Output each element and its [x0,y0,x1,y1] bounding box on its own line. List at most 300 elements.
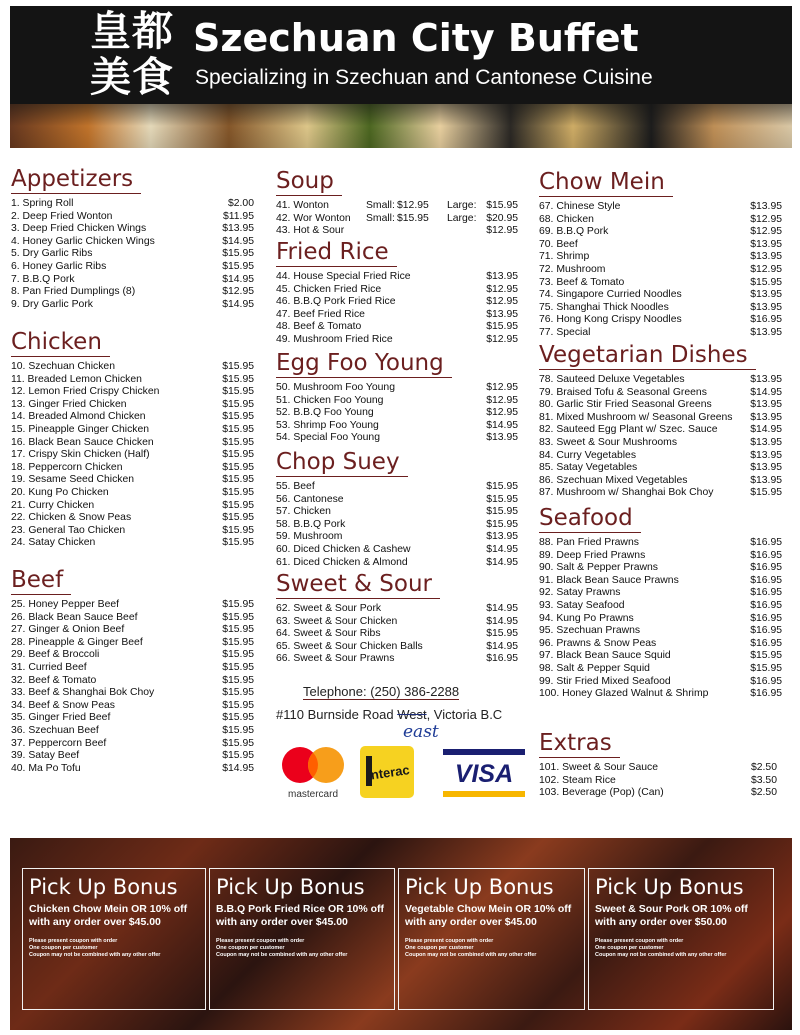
menu-item [276,271,518,284]
item-price: $16.95 [750,675,782,687]
item-name: 96. Prawns & Snow Peas [539,637,657,649]
item-name: 36. Szechuan Beef [11,724,99,736]
item-price: $14.95 [486,615,518,627]
menu-item [11,261,254,274]
item-name: 101. Sweet & Sour Sauce [539,762,658,773]
menu-item [276,213,518,226]
menu-item [11,512,254,525]
food-photo-strip [10,104,792,148]
chinese-logo-line-1: 皇都 [90,7,174,55]
item-price: $13.95 [750,474,782,486]
section-chicken [11,328,254,550]
menu-item [539,537,782,550]
item-name: 85. Satay Vegetables [539,462,638,474]
item-name: 17. Crispy Skin Chicken (Half) [11,449,150,461]
item-price: $16.95 [750,587,782,599]
item-price: $15.95 [222,599,254,610]
item-price: $15.95 [486,481,518,492]
section-extras [539,729,777,800]
menu-item [11,649,254,662]
item-name: 19. Sesame Seed Chicken [11,474,135,486]
section-title: Soup [276,167,342,196]
item-price: $16.95 [750,549,782,561]
menu-item [276,544,518,557]
menu-item-list [11,599,254,775]
item-price: $13.95 [486,271,518,282]
menu-item-list [276,200,518,238]
address-prefix: #110 Burnside Road [276,707,398,722]
header-banner [10,6,792,148]
address-suffix: , Victoria B.C [426,707,503,722]
item-name: 90. Salt & Pepper Prawns [539,562,658,574]
small-price: $15.95 [397,212,429,224]
menu-item [539,424,782,437]
section-soup [276,167,518,238]
menu-item [11,361,254,374]
menu-item [539,214,782,227]
item-name: 86. Szechuan Mixed Vegetables [539,474,688,486]
coupon-note-line: Please present coupon with order [216,938,305,944]
menu-item [11,487,254,500]
menu-item [276,395,518,408]
item-price: $13.95 [750,411,782,423]
item-name: 12. Lemon Fried Crispy Chicken [11,386,160,398]
menu-item-list [539,201,782,340]
menu-item [11,687,254,700]
section-title: Chop Suey [276,448,408,477]
item-name: 92. Satay Prawns [539,587,621,599]
item-price: $14.95 [222,762,254,774]
item-price: $15.95 [222,512,254,524]
item-price: $15.95 [222,499,254,511]
item-name: 88. Pan Fried Prawns [539,537,639,548]
item-price: $13.95 [750,462,782,474]
item-name: 29. Beef & Broccoli [11,649,100,661]
item-name: 98. Salt & Pepper Squid [539,662,650,674]
menu-item [539,613,782,626]
item-name: 63. Sweet & Sour Chicken [276,615,398,627]
menu-item [11,624,254,637]
item-price: $3.50 [750,774,777,786]
menu-item [276,531,518,544]
menu-item [539,412,782,425]
item-name: 47. Beef Fried Rice [276,308,365,320]
large-price: $20.95 [486,212,518,224]
coupon-fine-print [595,938,767,959]
section-egg-foo-young [276,349,518,445]
item-price: $15.95 [222,737,254,749]
coupon-offer: Chicken Chow Mein OR 10% off with any order over $45.00 [29,903,188,928]
item-price: $15.95 [222,386,254,398]
item-name: 102. Steam Rice [539,774,616,786]
item-name: 58. B.B.Q Pork [276,518,346,530]
item-price: $16.95 [750,612,782,624]
item-name: 67. Chinese Style [539,201,621,212]
item-price: $12.95 [750,263,782,275]
item-name: 6. Honey Garlic Ribs [11,260,107,272]
item-name: 49. Mushroom Fried Rice [276,333,393,345]
menu-item [539,462,782,475]
item-price: $15.95 [222,398,254,410]
menu-item [539,450,782,463]
item-name: 64. Sweet & Sour Ribs [276,628,381,640]
item-price: $15.95 [222,661,254,673]
item-price: $13.95 [486,432,518,444]
restaurant-title: Szechuan City Buffet [193,16,639,60]
item-name: 31. Curried Beef [11,661,87,673]
coupon-note-line: One coupon per customer [29,945,98,951]
item-name: 62. Sweet & Sour Pork [276,603,382,614]
menu-item [539,562,782,575]
item-price: $15.95 [750,487,782,499]
menu-item [276,200,518,213]
item-price: $15.95 [222,624,254,636]
item-price: $15.95 [222,361,254,372]
item-name: 60. Diced Chicken & Cashew [276,543,411,555]
item-name: 77. Special [539,326,591,338]
item-name: 42. Wor Wonton [276,212,351,224]
menu-item [11,599,254,612]
menu-item [276,284,518,297]
item-name: 59. Mushroom [276,531,343,543]
item-price: $13.95 [750,449,782,461]
item-price: $11.95 [222,210,254,222]
item-price: $15.95 [750,650,782,662]
menu-item [11,449,254,462]
item-name: 91. Black Bean Sauce Prawns [539,574,679,586]
item-price: $16.95 [750,537,782,548]
menu-item [11,399,254,412]
item-name: 20. Kung Po Chicken [11,486,109,498]
item-price: $12.95 [486,333,518,345]
item-name: 33. Beef & Shanghai Bok Choy [11,687,155,699]
item-name: 66. Sweet & Sour Prawns [276,653,395,665]
menu-item [276,334,518,347]
item-name: 22. Chicken & Snow Peas [11,512,132,524]
item-name: 69. B.B.Q Pork [539,226,609,238]
menu-item [11,386,254,399]
item-price: $14.95 [486,419,518,431]
item-name: 83. Sweet & Sour Mushrooms [539,436,678,448]
interac-label: Interac [366,762,411,783]
menu-item-list [11,198,254,311]
menu-item [539,302,782,315]
menu-item [539,487,782,500]
item-price: $15.95 [486,518,518,530]
menu-item [11,738,254,751]
item-name: 34. Beef & Snow Peas [11,699,115,711]
item-price: $12.95 [486,407,518,419]
item-price: $15.95 [222,537,254,549]
item-name: 79. Braised Tofu & Seasonal Greens [539,386,707,398]
item-name: 5. Dry Garlic Ribs [11,248,93,260]
item-price: $14.95 [486,543,518,555]
menu-item [11,525,254,538]
chinese-logo [90,8,190,100]
section-seafood [539,504,782,701]
menu-item [539,251,782,264]
item-price: $14.95 [486,640,518,652]
menu-item [11,637,254,650]
item-name: 27. Ginger & Onion Beef [11,624,125,636]
menu-item [539,688,782,701]
menu-item [276,616,518,629]
coupon-offer: Vegetable Chow Mein OR 10% off with any order over $45.00 [405,903,572,928]
item-name: 24. Satay Chicken [11,537,96,549]
item-price: $14.95 [750,424,782,436]
item-price: $16.95 [750,625,782,637]
menu-item [11,763,254,776]
restaurant-subtitle: Specializing in Szechuan and Cantonese Cuisine [195,66,653,89]
menu-item [539,600,782,613]
menu-item [276,420,518,433]
pick-up-bonus-coupon[interactable] [588,868,774,1010]
menu-item [539,625,782,638]
item-name: 13. Ginger Fried Chicken [11,398,127,410]
item-name: 81. Mixed Mushroom w/ Seasonal Greens [539,411,733,423]
visa-logo [443,749,525,797]
menu-item [539,575,782,588]
menu-item-list [539,762,777,800]
menu-item [11,286,254,299]
item-price: $13.95 [750,238,782,250]
coupon-fine-print [405,938,578,959]
menu-item [11,675,254,688]
item-name: 21. Curry Chicken [11,499,95,511]
coupon-fine-print [216,938,388,959]
item-price: $13.95 [750,374,782,385]
item-price: $13.95 [750,399,782,411]
item-price: $15.95 [222,611,254,623]
address-struck-word: West [397,707,427,722]
item-name: 4. Honey Garlic Chicken Wings [11,235,155,247]
menu-item [539,663,782,676]
menu-item [11,662,254,675]
menu-item [11,411,254,424]
item-price: $15.95 [222,524,254,536]
item-name: 16. Black Bean Sauce Chicken [11,436,154,448]
item-price: $13.95 [750,326,782,338]
small-label: Small: [366,212,395,224]
menu-item [276,432,518,445]
item-name: 71. Shrimp [539,251,590,263]
section-title: Chicken [11,328,110,357]
item-price: $15.95 [486,628,518,640]
item-price: $14.95 [222,298,254,310]
item-price: $12.95 [222,286,254,298]
section-title: Beef [11,566,71,595]
menu-item [11,248,254,261]
section-title: Vegetarian Dishes [539,341,756,370]
item-price: $14.95 [222,273,254,285]
section-title: Seafood [539,504,641,533]
menu-item [539,374,782,387]
menu-item-list [276,271,518,347]
coupon-note-line: Please present coupon with order [29,938,118,944]
item-price: $16.95 [750,574,782,586]
menu-item [11,198,254,211]
item-name: 73. Beef & Tomato [539,276,625,288]
menu-item [11,700,254,713]
pick-up-bonus-coupon[interactable] [209,868,395,1010]
item-name: 14. Breaded Almond Chicken [11,411,146,423]
menu-item-list [276,481,518,569]
item-name: 2. Deep Fried Wonton [11,210,113,222]
coupon-title: Pick Up Bonus [216,875,365,899]
telephone-number[interactable]: Telephone: (250) 386-2288 [303,684,460,699]
large-label: Large: [447,212,477,224]
visa-label: VISA [454,760,514,788]
item-name: 56. Cantonese [276,493,344,505]
item-name: 11. Breaded Lemon Chicken [11,373,142,385]
menu-item-list [276,382,518,445]
menu-item [276,309,518,322]
menu-item [539,587,782,600]
item-name: 18. Peppercorn Chicken [11,461,123,473]
coupon-note-line: One coupon per customer [595,945,664,951]
menu-item [11,474,254,487]
item-price: $15.95 [222,712,254,724]
menu-item [539,226,782,239]
menu-item [276,641,518,654]
menu-item [539,475,782,488]
menu-item [539,277,782,290]
item-price: $16.95 [750,599,782,611]
menu-item [276,321,518,334]
item-name: 32. Beef & Tomato [11,674,97,686]
menu-item [11,211,254,224]
visa-icon [443,749,525,797]
coupon-note-line: Please present coupon with order [595,938,684,944]
item-name: 87. Mushroom w/ Shanghai Bok Choy [539,487,714,499]
item-name: 26. Black Bean Sauce Beef [11,611,138,623]
item-price: $13.95 [486,531,518,543]
menu-item [11,299,254,312]
coupon-note-line: Coupon may not be combined with any other offer [216,952,348,958]
menu-item [276,557,518,570]
item-price: $13.95 [750,436,782,448]
small-label: Small: [366,200,395,211]
item-price: $15.95 [222,248,254,260]
section-beef [11,566,254,775]
item-name: 35. Ginger Fried Beef [11,712,111,724]
item-price: $15.95 [222,750,254,762]
menu-item [11,437,254,450]
item-price: $15.95 [222,436,254,448]
item-name: 28. Pineapple & Ginger Beef [11,636,143,648]
item-name: 46. B.B.Q Pork Fried Rice [276,296,396,308]
menu-item [539,762,777,775]
menu-item [11,725,254,738]
coupon-note-line: One coupon per customer [405,945,474,951]
menu-item [276,225,518,238]
item-price: $15.95 [222,260,254,272]
item-price: $14.95 [486,603,518,614]
item-price: $15.95 [222,449,254,461]
menu-item [276,603,518,616]
menu-item [11,612,254,625]
menu-item [11,537,254,550]
section-title: Chow Mein [539,168,673,197]
menu-item-list [539,537,782,701]
item-price: $15.95 [486,493,518,505]
section-chow-mein [539,168,782,340]
menu-item [11,712,254,725]
menu-item [11,223,254,236]
item-price: $15.95 [222,699,254,711]
menu-item [276,653,518,666]
item-name: 9. Dry Garlic Pork [11,298,93,310]
item-name: 75. Shanghai Thick Noodles [539,301,669,313]
section-sweet-sour [276,570,518,666]
item-name: 78. Sauteed Deluxe Vegetables [539,374,685,385]
item-name: 53. Shrimp Foo Young [276,419,379,431]
coupon-note-line: Coupon may not be combined with any other offer [29,952,161,958]
item-price: $14.95 [222,235,254,247]
item-name: 51. Chicken Foo Young [276,394,384,406]
item-name: 15. Pineapple Ginger Chicken [11,423,150,435]
item-name: 84. Curry Vegetables [539,449,637,461]
item-name: 45. Chicken Fried Rice [276,283,382,295]
menu-item [276,481,518,494]
item-price: $2.50 [750,787,777,799]
item-price: $12.95 [486,296,518,308]
item-name: 48. Beef & Tomato [276,321,362,333]
item-price: $15.95 [222,724,254,736]
coupon-title: Pick Up Bonus [595,875,744,899]
menu-item [539,787,777,800]
item-name: 76. Hong Kong Crispy Noodles [539,314,682,326]
item-name: 72. Mushroom [539,263,606,275]
menu-item [276,506,518,519]
menu-item [11,274,254,287]
menu-item [11,374,254,387]
section-title: Fried Rice [276,238,397,267]
coupon-offer: Sweet & Sour Pork OR 10% off with any order over $50.00 [595,903,748,928]
menu-item [11,236,254,249]
item-name: 80. Garlic Stir Fried Seasonal Greens [539,399,712,411]
item-name: 97. Black Bean Sauce Squid [539,650,671,662]
menu-item [11,500,254,513]
item-name: 100. Honey Glazed Walnut & Shrimp [539,688,709,700]
item-name: 82. Sauteed Egg Plant w/ Szec. Sauce [539,424,718,436]
item-name: 7. B.B.Q Pork [11,273,75,285]
item-price: $12.95 [486,394,518,406]
item-price: $12.95 [486,382,518,393]
item-name: 65. Sweet & Sour Chicken Balls [276,640,423,652]
item-price: $15.95 [222,423,254,435]
pick-up-bonus-coupon[interactable] [398,868,585,1010]
menu-item [276,494,518,507]
item-price: $13.95 [750,201,782,212]
address [276,707,502,722]
menu-item [276,628,518,641]
item-price: $15.95 [222,674,254,686]
pick-up-bonus-coupon[interactable] [22,868,206,1010]
mastercard-label: mastercard [287,789,339,800]
menu-item [539,314,782,327]
menu-item [539,775,777,788]
item-price: $14.95 [486,556,518,568]
menu-item [539,264,782,277]
item-price: $15.95 [222,687,254,699]
item-name: 37. Peppercorn Beef [11,737,107,749]
item-name: 50. Mushroom Foo Young [276,382,395,393]
item-price: $13.95 [222,223,254,235]
coupon-note-line: One coupon per customer [216,945,285,951]
item-price: $12.95 [750,226,782,238]
item-price: $2.50 [750,762,777,773]
